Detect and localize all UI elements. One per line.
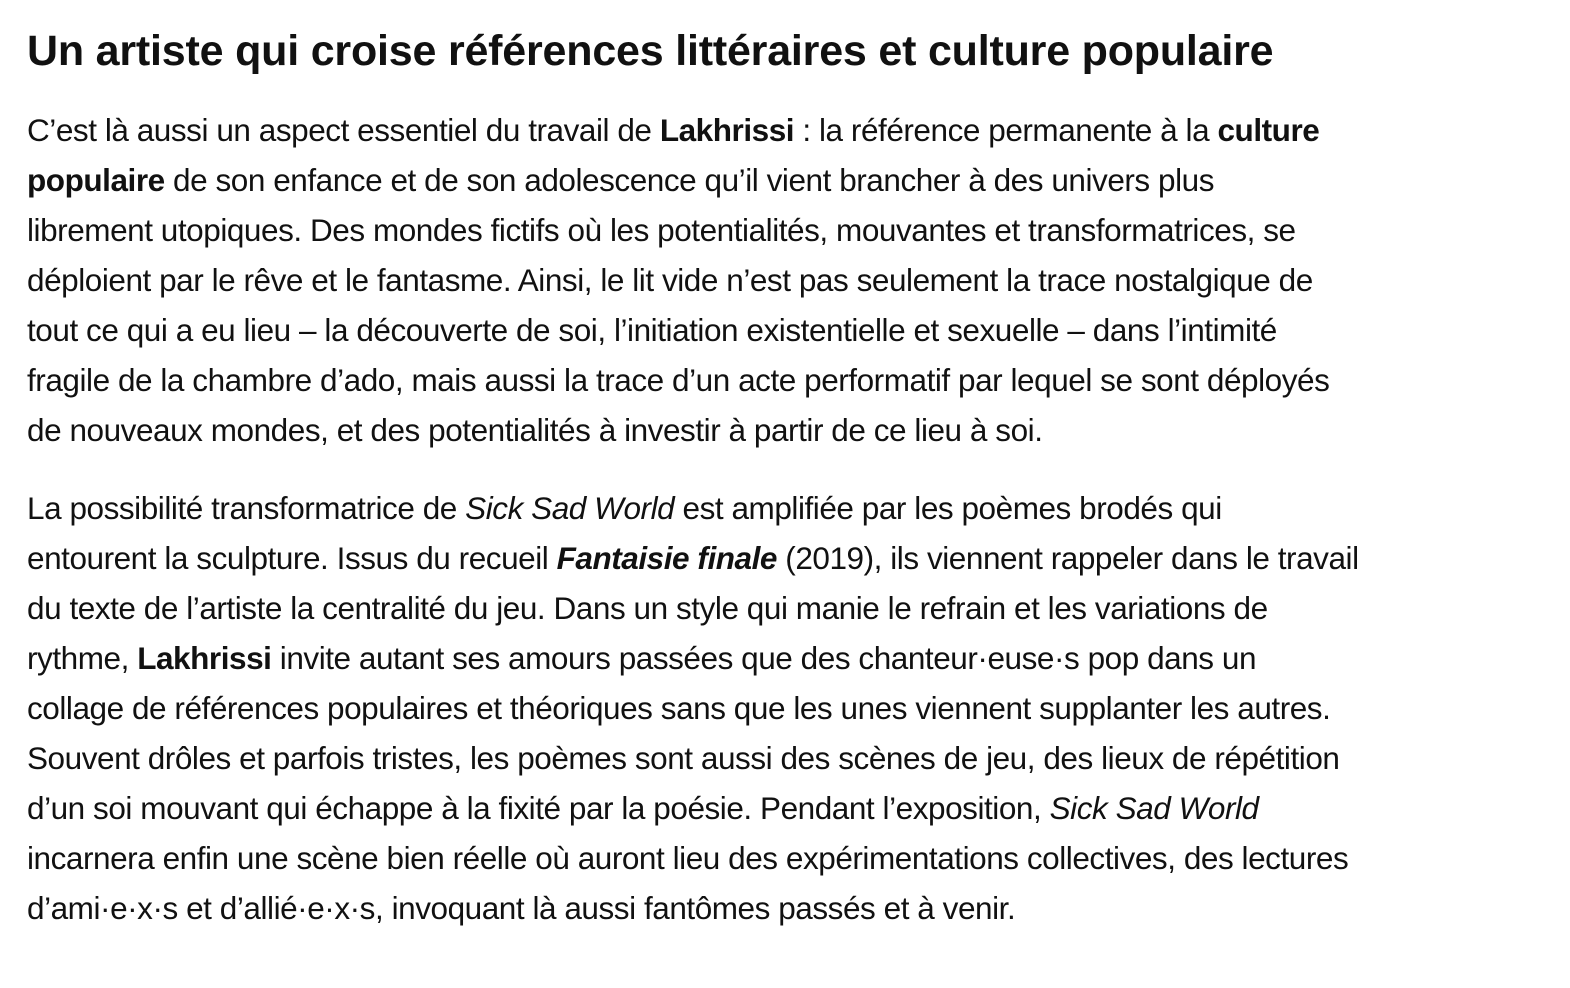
- text-run: fragile de la chambre d’ado, mais aussi la trace d’un acte performatif par lequel se sont déployés: [27, 362, 1330, 398]
- body-paragraph: [27, 483, 1542, 933]
- text-line: [27, 683, 1542, 733]
- text-line: [27, 733, 1542, 783]
- text-run: d’ami·e·x·s et d’allié·e·x·s, invoquant là aussi fantômes passés et à venir.: [27, 890, 1016, 926]
- text-line: [27, 833, 1542, 883]
- text-run: de nouveaux mondes, et des potentialités à investir à partir de ce lieu à soi.: [27, 412, 1043, 448]
- text-run: librement utopiques. Des mondes fictifs où les potentialités, mouvantes et transformatrices, se: [27, 212, 1296, 248]
- text-run: C’est là aussi un aspect essentiel du travail de: [27, 112, 660, 148]
- italic-text: Sick Sad World: [465, 490, 675, 526]
- bold-text: Lakhrissi: [659, 112, 795, 148]
- text-run: incarnera enfin une scène bien réelle où auront lieu des expérimentations collectives, des lectures: [27, 840, 1349, 876]
- text-line: [27, 155, 1542, 205]
- text-line: [27, 105, 1542, 155]
- text-run: de son enfance et de son adolescence qu’il vient brancher à des univers plus: [164, 162, 1215, 198]
- text-run: déploient par le rêve et le fantasme. Ainsi, le lit vide n’est pas seulement la trace nostalgique de: [27, 262, 1313, 298]
- bold-text: Lakhrissi: [137, 640, 272, 676]
- bold-text: populaire: [27, 162, 165, 198]
- text-line: [27, 633, 1542, 683]
- text-line: [27, 533, 1542, 583]
- text-line: [27, 583, 1542, 633]
- text-line: [27, 255, 1542, 305]
- text-line: [27, 355, 1542, 405]
- text-run: d’un soi mouvant qui échappe à la fixité par la poésie. Pendant l’exposition,: [27, 790, 1050, 826]
- body-paragraph: [27, 105, 1542, 455]
- text-line: [27, 783, 1542, 833]
- text-line: [27, 483, 1542, 533]
- text-line: [27, 205, 1542, 255]
- text-run: rythme,: [27, 640, 138, 676]
- text-run: entourent la sculpture. Issus du recueil: [27, 540, 557, 576]
- text-run: La possibilité transformatrice de: [27, 490, 466, 526]
- text-line: [27, 305, 1542, 355]
- article-heading: Un artiste qui croise références littéraires et culture populaire: [27, 27, 1274, 75]
- text-line: [27, 405, 1542, 455]
- text-run: collage de références populaires et théoriques sans que les unes viennent supplanter les autres.: [27, 690, 1331, 726]
- bold-italic-text: Fantaisie finale: [556, 540, 777, 576]
- text-run: Souvent drôles et parfois tristes, les poèmes sont aussi des scènes de jeu, des lieux de répétition: [27, 740, 1340, 776]
- text-run: invite autant ses amours passées que des chanteur·euse·s pop dans un: [271, 640, 1257, 676]
- text-run: du texte de l’artiste la centralité du jeu. Dans un style qui manie le refrain et les variations de: [27, 590, 1268, 626]
- text-run: est amplifiée par les poèmes brodés qui: [674, 490, 1222, 526]
- article-body: [27, 105, 1542, 933]
- text-line: [27, 883, 1542, 933]
- bold-text: culture: [1217, 112, 1320, 148]
- text-run: (2019), ils viennent rappeler dans le travail: [777, 540, 1359, 576]
- italic-text: Sick Sad World: [1049, 790, 1259, 826]
- text-run: : la référence permanente à la: [794, 112, 1218, 148]
- article: [27, 24, 1542, 961]
- text-run: tout ce qui a eu lieu – la découverte de soi, l’initiation existentielle et sexuelle – dans l’intimité: [27, 312, 1277, 348]
